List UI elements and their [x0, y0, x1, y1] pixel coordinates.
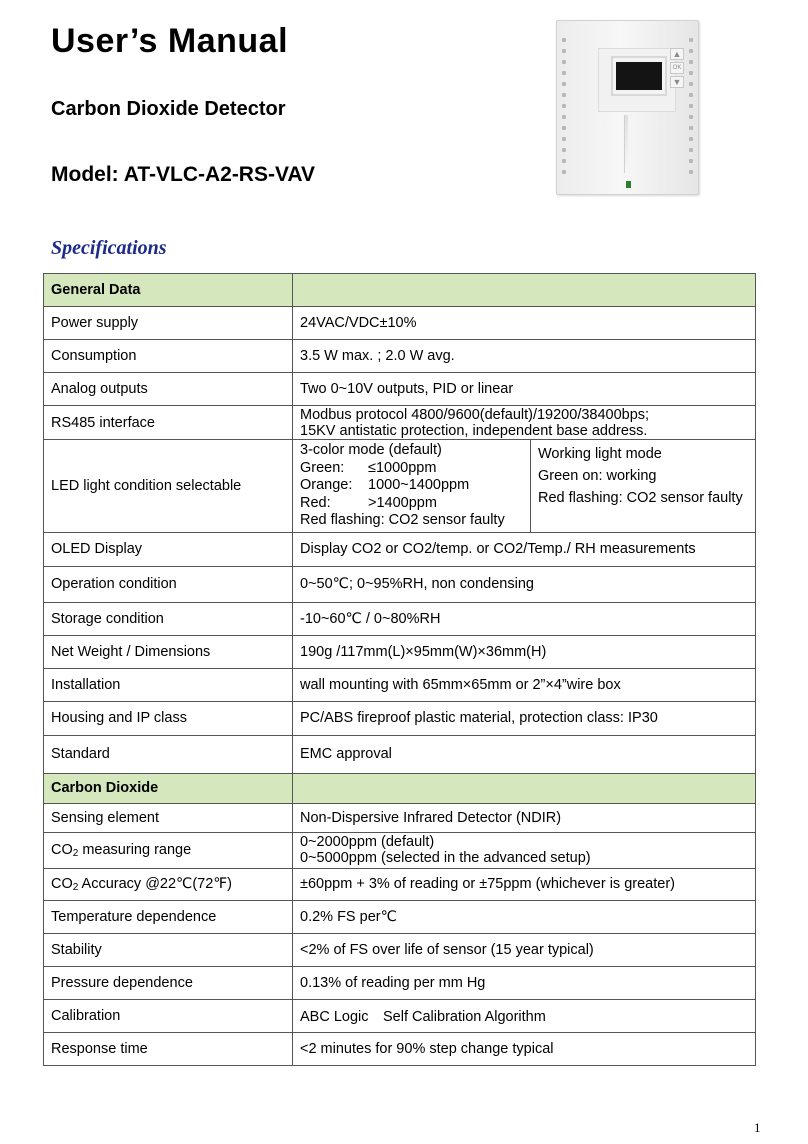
spec-label: Installation	[44, 668, 293, 701]
table-row	[44, 1032, 756, 1065]
table-row	[44, 999, 756, 1032]
spec-label: Sensing element	[44, 803, 293, 832]
spec-label: $CO_2$ measuring range	[44, 832, 293, 868]
spec-label: Operation condition	[44, 566, 293, 602]
spec-label: Storage condition	[44, 602, 293, 635]
led-color-red: Red: >1400ppm	[300, 494, 437, 511]
spec-value: 0.13% of reading per mm Hg	[293, 966, 756, 999]
table-row	[44, 602, 756, 635]
section-title: General Data	[44, 274, 293, 307]
table-row	[44, 868, 756, 900]
oled-display-icon	[611, 56, 667, 96]
up-arrow-icon: ▲	[670, 48, 684, 60]
table-row	[44, 406, 756, 440]
spec-value: Two 0~10V outputs, PID or linear	[293, 373, 756, 406]
spec-value: PC/ABS fireproof plastic material, protection class: IP30	[293, 701, 756, 735]
spec-value: EMC approval	[293, 735, 756, 773]
specifications-heading: Specifications	[51, 237, 167, 259]
status-led-icon	[626, 181, 631, 188]
document-title: User’s Manual	[51, 22, 289, 60]
spec-label: Power supply	[44, 307, 293, 340]
table-row	[44, 735, 756, 773]
spec-label: Analog outputs	[44, 373, 293, 406]
spec-value: 190g /117mm(L)×95mm(W)×36mm(H)	[293, 635, 756, 668]
working-mode-title: Working light mode	[538, 446, 662, 462]
spec-value: -10~60℃ / 0~80%RH	[293, 602, 756, 635]
spec-value: 3.5 W max. ; 2.0 W avg.	[293, 340, 756, 373]
table-row-led	[44, 440, 756, 533]
spec-label: Temperature dependence	[44, 900, 293, 933]
table-row	[44, 966, 756, 999]
table-row	[44, 668, 756, 701]
spec-label: Consumption	[44, 340, 293, 373]
spec-value: <2% of FS over life of sensor (15 year typical)	[293, 933, 756, 966]
spec-value-line: 0~2000ppm (default)	[300, 834, 435, 850]
section-row-general	[44, 274, 756, 307]
spec-value: ABC Logic Self Calibration Algorithm	[293, 999, 756, 1032]
spec-label: Standard	[44, 735, 293, 773]
spec-label: Net Weight / Dimensions	[44, 635, 293, 668]
table-row	[44, 532, 756, 566]
table-row	[44, 566, 756, 602]
spec-value: 0~50℃; 0~95%RH, non condensing	[293, 566, 756, 602]
spec-label: LED light condition selectable	[44, 440, 293, 533]
spec-label: OLED Display	[44, 532, 293, 566]
spec-label: Pressure dependence	[44, 966, 293, 999]
spec-label: Housing and IP class	[44, 701, 293, 735]
table-row	[44, 373, 756, 406]
down-arrow-icon: ▼	[670, 76, 684, 88]
spec-value: 24VAC/VDC±10%	[293, 307, 756, 340]
spec-value: Non-Dispersive Infrared Detector (NDIR)	[293, 803, 756, 832]
spec-value-line: 0~5000ppm (selected in the advanced setup)	[300, 850, 591, 866]
section-title: Carbon Dioxide	[44, 773, 293, 803]
table-row	[44, 307, 756, 340]
co2-detector-device-image	[556, 20, 699, 195]
specifications-table	[43, 273, 756, 1066]
table-row	[44, 900, 756, 933]
spec-value: wall mounting with 65mm×65mm or 2”×4”wire box	[293, 668, 756, 701]
ok-button-icon: OK	[670, 62, 684, 74]
table-row	[44, 340, 756, 373]
table-row	[44, 933, 756, 966]
spec-value: 0.2% FS per℃	[293, 900, 756, 933]
spec-value: <2 minutes for 90% step change typical	[293, 1032, 756, 1065]
section-row-carbon-dioxide	[44, 773, 756, 803]
spec-value: Display CO2 or CO2/temp. or CO2/Temp./ RH measurements	[293, 532, 756, 566]
led-color-green: Green: ≤1000ppm	[300, 459, 437, 476]
led-mode-title: 3-color mode (default)	[300, 442, 442, 458]
table-row	[44, 803, 756, 832]
spec-value: ±60ppm + 3% of reading or ±75ppm (whichever is greater)	[293, 868, 756, 900]
spec-label: Calibration	[44, 999, 293, 1032]
model-number: Model: AT-VLC-A2-RS-VAV	[51, 163, 316, 186]
led-color-orange: Orange: 1000~1400ppm	[300, 477, 470, 493]
page-number: 1	[754, 1120, 761, 1135]
table-row	[44, 832, 756, 868]
working-green: Green on: working	[538, 468, 657, 484]
spec-value	[293, 406, 756, 440]
spec-label: RS485 interface	[44, 406, 293, 440]
product-name: Carbon Dioxide Detector	[51, 98, 286, 120]
table-row	[44, 701, 756, 735]
spec-value-line: 15KV antistatic protection, independent base address.	[300, 422, 648, 439]
led-red-flash: Red flashing: CO2 sensor faulty	[300, 512, 505, 528]
spec-label: $CO_2$ Accuracy @22℃(72℉)	[44, 868, 293, 900]
table-row	[44, 635, 756, 668]
led-mode-subtable	[293, 440, 755, 532]
spec-value-line: Modbus protocol 4800/9600(default)/19200/38400bps;	[300, 406, 650, 423]
working-red: Red flashing: CO2 sensor faulty	[538, 490, 743, 506]
spec-label: Response time	[44, 1032, 293, 1065]
spec-label: Stability	[44, 933, 293, 966]
spec-value	[293, 832, 756, 868]
